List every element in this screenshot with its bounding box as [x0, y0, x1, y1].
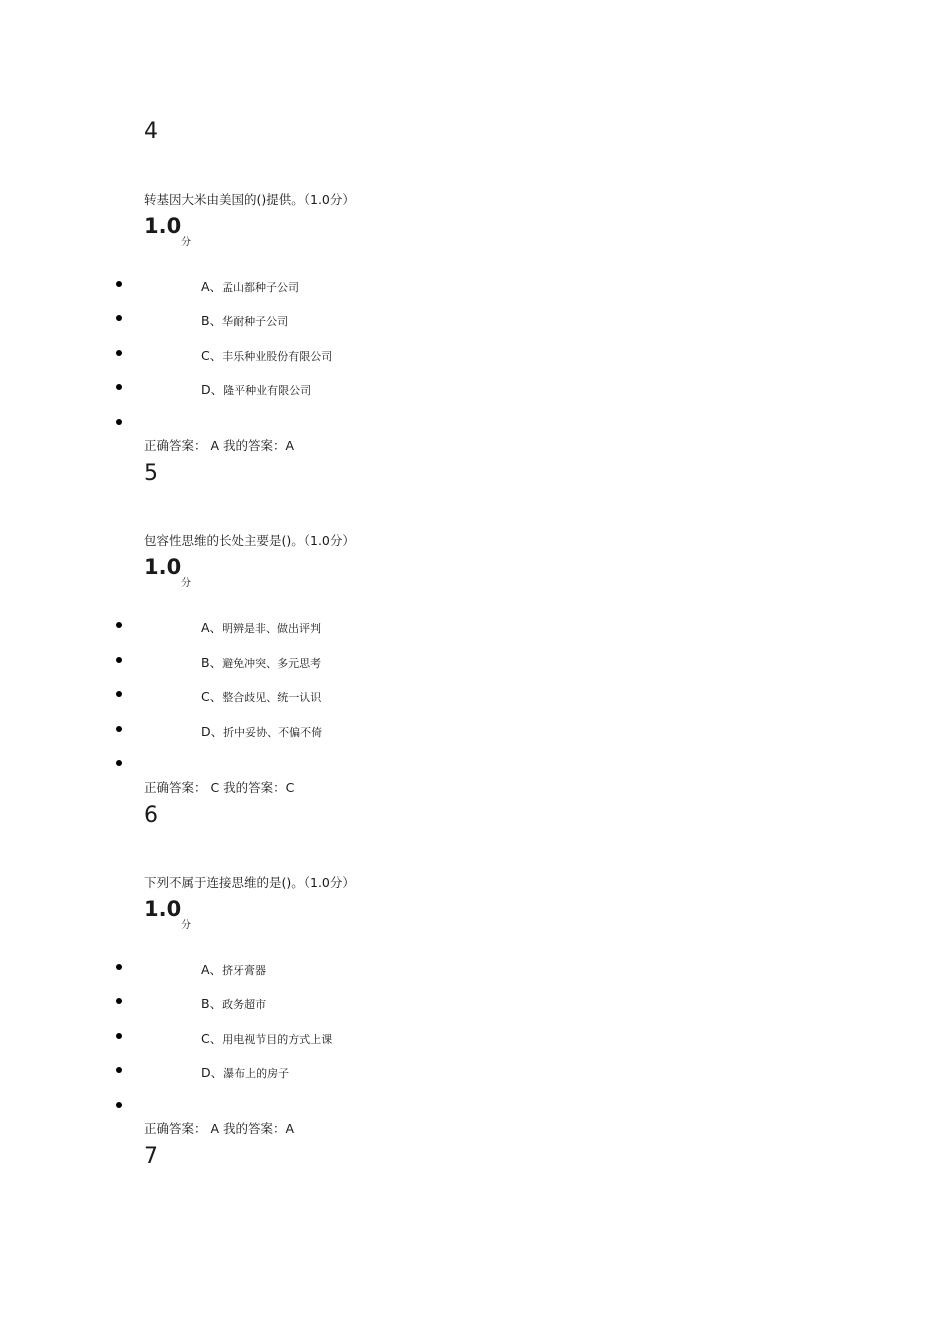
question-score: 1.0: [144, 897, 182, 921]
option-text: 隆平种业有限公司: [223, 384, 312, 397]
option-text: 挤牙膏器: [222, 964, 267, 977]
question-number: 5: [144, 461, 158, 486]
question-score-unit: 分: [181, 237, 191, 248]
question-number: 7: [144, 1144, 158, 1169]
question-score: 1.0: [144, 555, 182, 579]
list-bullet: [116, 1067, 122, 1073]
option-text: 用电视节目的方式上课: [222, 1033, 333, 1046]
question-score: 1.0: [144, 214, 182, 238]
option-d[interactable]: [201, 724, 322, 741]
option-letter: D、: [201, 724, 224, 739]
option-a[interactable]: [201, 620, 321, 637]
list-bullet: [116, 1033, 122, 1039]
question-stem: 下列不属于连接思维的是()。（1.0分）: [144, 875, 355, 890]
question-score-unit: 分: [181, 578, 191, 589]
question-score-unit: 分: [181, 920, 191, 931]
option-letter: A、: [201, 620, 223, 635]
option-letter: B、: [201, 996, 223, 1011]
option-text: 折中妥协、不偏不倚: [223, 726, 323, 739]
option-c[interactable]: [201, 348, 332, 365]
option-text: 整合歧见、统一认识: [222, 691, 322, 704]
option-c[interactable]: [201, 1031, 332, 1048]
list-bullet: [116, 281, 122, 287]
list-bullet: [116, 657, 122, 663]
option-b[interactable]: [201, 313, 288, 330]
answer-line: 正确答案： A 我的答案：A: [144, 438, 295, 453]
option-text: 孟山都种子公司: [222, 281, 300, 294]
question-stem: 转基因大米由美国的()提供。（1.0分）: [144, 192, 355, 207]
option-letter: D、: [201, 382, 224, 397]
option-text: 明辨是非、做出评判: [222, 622, 322, 635]
option-a[interactable]: [201, 279, 299, 296]
list-bullet: [116, 384, 122, 390]
option-letter: C、: [201, 689, 223, 704]
option-text: 避免冲突、多元思考: [222, 657, 322, 670]
question-stem: 包容性思维的长处主要是()。（1.0分）: [144, 533, 355, 548]
list-bullet: [116, 760, 122, 766]
list-bullet: [116, 622, 122, 628]
option-b[interactable]: [201, 655, 321, 672]
option-text: 瀑布上的房子: [223, 1067, 290, 1080]
option-text: 丰乐种业股份有限公司: [222, 350, 333, 363]
list-bullet: [116, 691, 122, 697]
option-letter: C、: [201, 348, 223, 363]
option-d[interactable]: [201, 1065, 289, 1082]
answer-line: 正确答案： C 我的答案：C: [144, 780, 295, 795]
question-number: 4: [144, 119, 158, 144]
option-a[interactable]: [201, 962, 266, 979]
option-letter: C、: [201, 1031, 223, 1046]
option-letter: D、: [201, 1065, 224, 1080]
option-c[interactable]: [201, 689, 321, 706]
list-bullet: [116, 964, 122, 970]
option-text: 华耐种子公司: [222, 315, 289, 328]
option-letter: B、: [201, 655, 223, 670]
list-bullet: [116, 315, 122, 321]
option-letter: B、: [201, 313, 223, 328]
list-bullet: [116, 998, 122, 1004]
question-number: 6: [144, 803, 158, 828]
list-bullet: [116, 350, 122, 356]
list-bullet: [116, 726, 122, 732]
option-text: 政务超市: [222, 998, 267, 1011]
option-letter: A、: [201, 962, 223, 977]
option-b[interactable]: [201, 996, 266, 1013]
answer-line: 正确答案： A 我的答案：A: [144, 1121, 295, 1136]
option-letter: A、: [201, 279, 223, 294]
option-d[interactable]: [201, 382, 311, 399]
list-bullet: [116, 419, 122, 425]
list-bullet: [116, 1102, 122, 1108]
